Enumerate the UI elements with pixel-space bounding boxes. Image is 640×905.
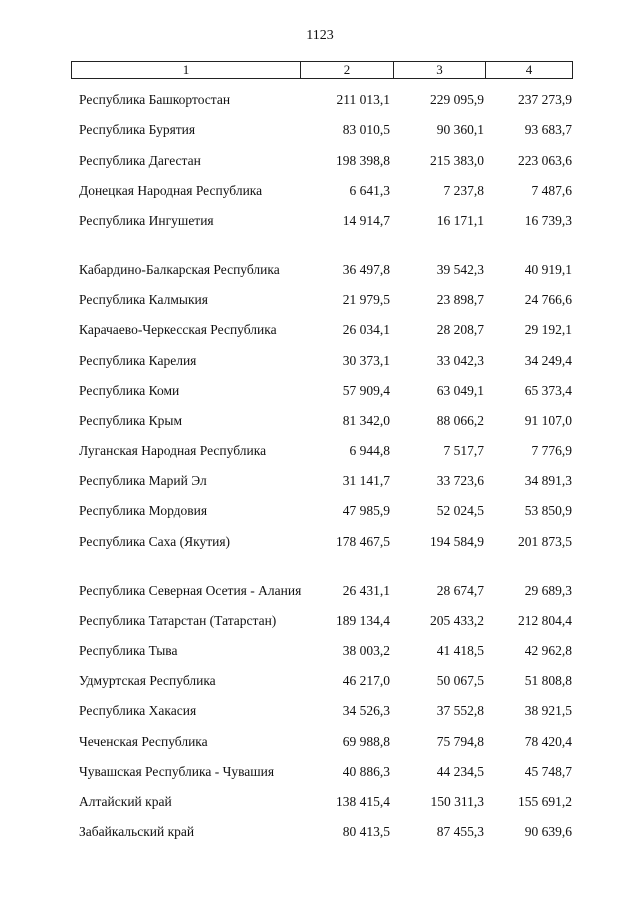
value-col-3: 28 208,7 [436,322,484,338]
region-table-body [0,86,640,848]
region-name: Донецкая Народная Республика [79,182,263,198]
region-name: Удмуртская Республика [79,673,216,689]
value-col-3: 194 584,9 [430,533,484,549]
region-name: Республика Башкортостан [79,92,231,108]
table-row [0,818,640,848]
table-row [0,667,640,697]
value-col-2: 36 497,8 [342,261,390,277]
value-col-2: 138 415,4 [336,793,390,809]
table-row [0,637,640,667]
table-row [0,467,640,497]
table-row [0,497,640,527]
table-row [0,697,640,727]
value-col-4: 34 891,3 [524,473,572,489]
region-name: Республика Карелия [79,352,197,368]
value-col-3: 37 552,8 [436,703,484,719]
table-row [0,607,640,637]
value-col-3: 44 234,5 [436,763,484,779]
value-col-4: 45 748,7 [524,763,572,779]
region-name: Республика Ингушетия [79,212,214,228]
value-col-3: 75 794,8 [436,733,484,749]
value-col-2: 6 944,8 [349,443,390,459]
value-col-4: 90 639,6 [524,824,572,840]
value-col-4: 93 683,7 [524,122,572,138]
region-name: Республика Татарстан (Татарстан) [79,612,277,628]
value-col-3: 7 517,7 [443,443,484,459]
value-col-4: 16 739,3 [524,212,572,228]
table-row [0,286,640,316]
value-col-4: 7 487,6 [531,182,572,198]
region-name: Республика Крым [79,412,183,428]
value-col-4: 24 766,6 [524,292,572,308]
value-col-3: 52 024,5 [436,503,484,519]
value-col-3: 33 042,3 [436,352,484,368]
value-col-4: 201 873,5 [518,533,572,549]
value-col-2: 57 909,4 [342,382,390,398]
value-col-3: 215 383,0 [430,152,484,168]
table-row [0,788,640,818]
value-col-4: 78 420,4 [524,733,572,749]
value-col-2: 14 914,7 [342,212,390,228]
table-row [0,437,640,467]
value-col-4: 91 107,0 [524,412,572,428]
value-col-2: 21 979,5 [342,292,390,308]
table-row [0,527,640,557]
value-col-2: 38 003,2 [342,643,390,658]
table-row [0,177,640,207]
value-col-4: 29 689,3 [524,582,572,598]
value-col-4: 34 249,4 [524,352,572,368]
value-col-2: 31 141,7 [342,473,390,489]
value-col-2: 80 413,5 [342,824,390,840]
page-number: 1123 [306,28,334,43]
region-name: Республика Бурятия [79,122,196,138]
value-col-3: 205 433,2 [430,612,484,628]
value-col-2: 81 342,0 [342,412,390,428]
region-name: Кабардино-Балкарская Республика [79,261,280,277]
value-col-2: 69 988,8 [342,733,390,749]
value-col-2: 211 013,1 [336,92,390,108]
value-col-3: 41 418,5 [436,643,484,658]
region-name: Алтайский край [79,793,172,809]
value-col-3: 63 049,1 [436,382,484,398]
value-col-3: 23 898,7 [436,292,484,308]
region-name: Республика Саха (Якутия) [79,533,231,549]
table-row [0,207,640,237]
value-col-4: 223 063,6 [518,152,572,168]
value-col-3: 229 095,9 [430,92,484,108]
value-col-4: 65 373,4 [524,382,572,398]
region-name: Карачаево-Черкесская Республика [79,322,277,338]
table-row [0,758,640,788]
value-col-2: 6 641,3 [349,182,390,198]
value-col-2: 178 467,5 [336,533,390,549]
value-col-2: 198 398,8 [336,152,390,168]
value-col-3: 90 360,1 [436,122,484,138]
table-row [0,116,640,146]
region-name: Республика Дагестан [79,152,201,168]
value-col-2: 34 526,3 [342,703,390,719]
value-col-3: 28 674,7 [436,582,484,598]
value-col-3: 150 311,3 [430,793,484,809]
region-name: Луганская Народная Республика [79,443,267,459]
region-name: Республика Хакасия [79,703,197,719]
value-col-4: 7 776,9 [531,443,572,459]
column-header-row [72,62,573,79]
value-col-2: 26 034,1 [342,322,390,338]
table-row [0,727,640,757]
value-col-4: 40 919,1 [524,261,572,277]
table-row [0,377,640,407]
value-col-3: 7 237,8 [443,182,484,198]
value-col-4: 38 921,5 [524,703,572,719]
value-col-4: 155 691,2 [518,793,572,809]
value-col-2: 189 134,4 [336,612,390,628]
region-name: Республика Тыва [79,643,178,658]
table-row [0,146,640,176]
value-col-4: 42 962,8 [524,643,572,658]
value-col-4: 237 273,9 [518,92,572,108]
region-name: Республика Северная Осетия - Алания [79,582,302,598]
region-name: Республика Калмыкия [79,292,208,308]
value-col-2: 47 985,9 [342,503,390,519]
value-col-3: 88 066,2 [436,412,484,428]
value-col-3: 39 542,3 [436,261,484,277]
value-col-3: 33 723,6 [436,473,484,489]
column-header-4: 4 [486,62,573,79]
value-col-3: 87 455,3 [436,824,484,840]
column-header-3: 3 [394,62,486,79]
value-col-4: 29 192,1 [524,322,572,338]
column-header-1: 1 [72,62,301,79]
value-col-4: 53 850,9 [524,503,572,519]
table-row [0,346,640,376]
table-row [0,86,640,116]
value-col-2: 26 431,1 [342,582,390,598]
table-row [0,558,640,607]
table-row [0,407,640,437]
value-col-3: 16 171,1 [436,212,484,228]
value-col-2: 40 886,3 [342,763,390,779]
value-col-3: 50 067,5 [436,673,484,689]
region-name: Республика Мордовия [79,503,208,519]
region-name: Республика Марий Эл [79,473,207,489]
region-name: Забайкальский край [79,824,195,840]
value-col-2: 30 373,1 [342,352,390,368]
value-col-2: 83 010,5 [342,122,390,138]
value-col-4: 51 808,8 [524,673,572,689]
table-row [0,237,640,286]
column-header-2: 2 [301,62,394,79]
value-col-2: 46 217,0 [342,673,390,689]
column-header-table [71,61,573,79]
region-name: Республика Коми [79,382,180,398]
table-row [0,316,640,346]
region-name: Чувашская Республика - Чувашия [79,763,275,779]
region-name: Чеченская Республика [79,733,208,749]
value-col-4: 212 804,4 [518,612,572,628]
